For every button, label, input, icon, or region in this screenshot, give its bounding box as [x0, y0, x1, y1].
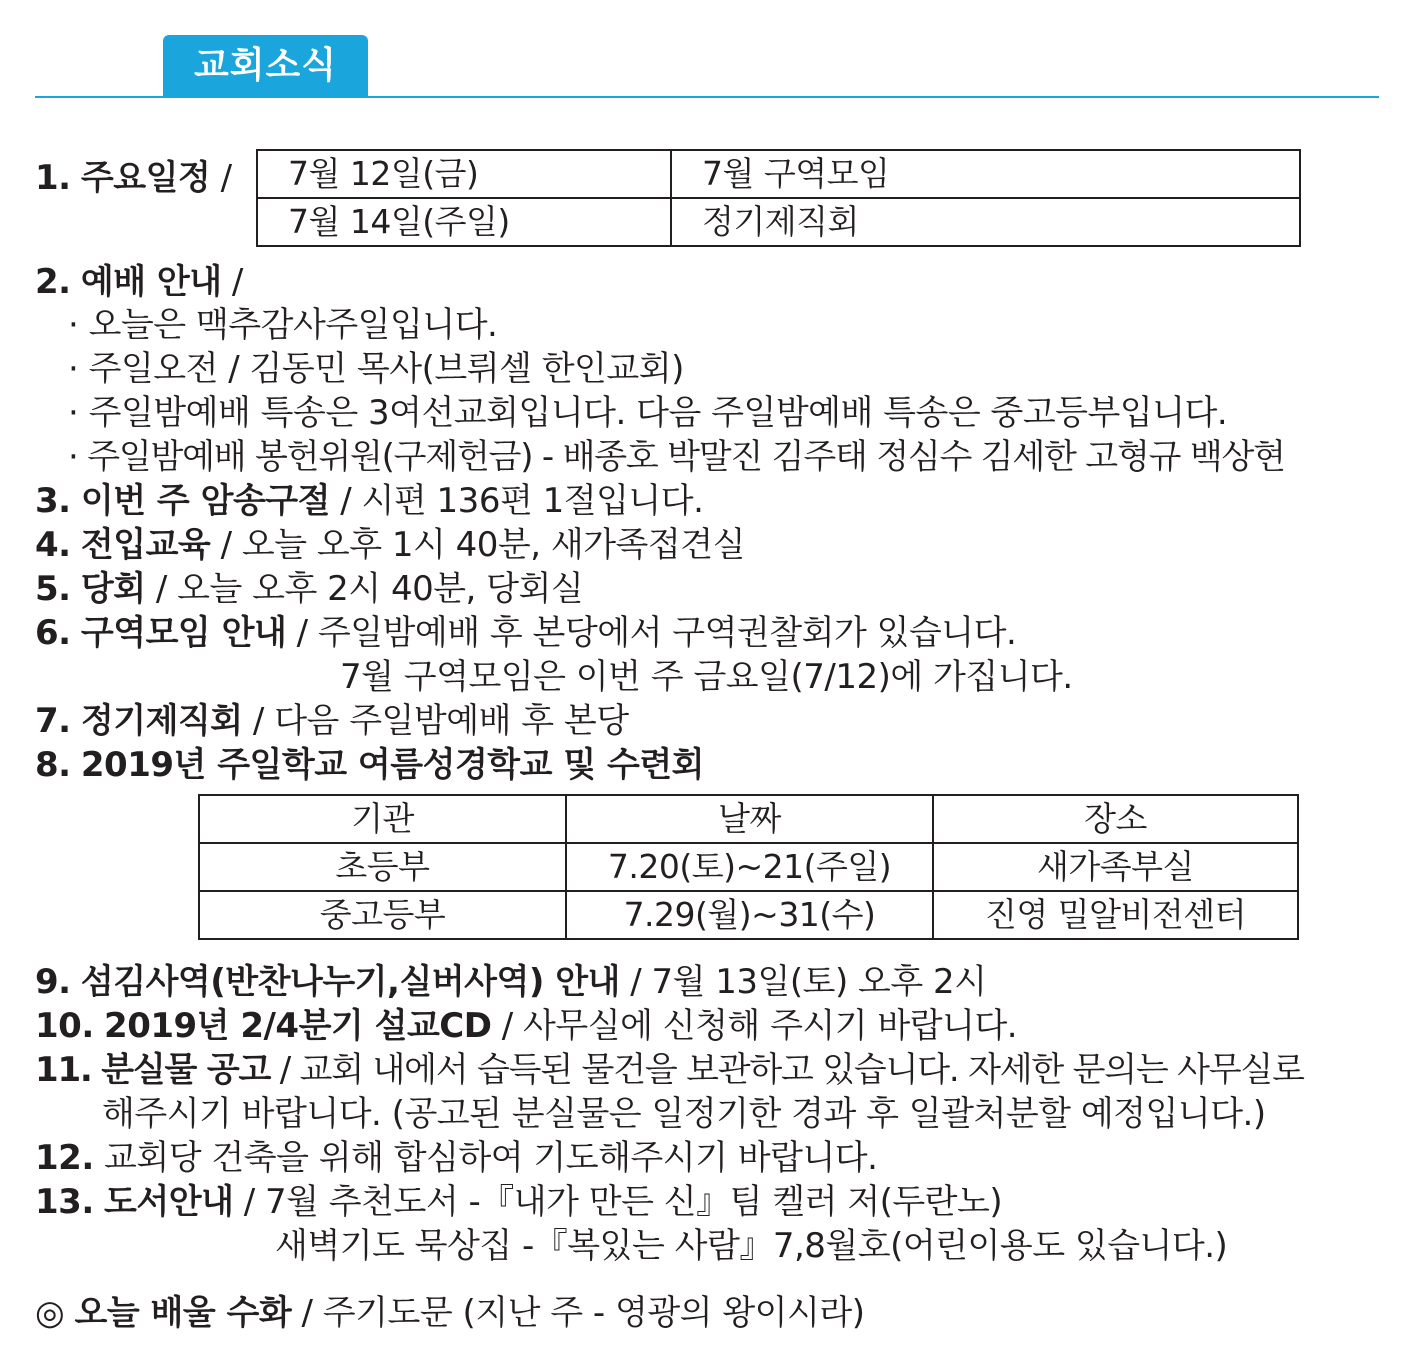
- item-13-continuation: 새벽기도 묵상집 -『복있는 사람』7,8월호(어린이용도 있습니다.): [275, 1226, 1228, 1266]
- sign-language-notice: [35, 1293, 864, 1333]
- item-title: 분실물 공고: [101, 1050, 271, 1090]
- item-text: / 시편 136편 1절입니다.: [329, 481, 704, 521]
- item-text: / 오늘 오후 2시 40분, 당회실: [145, 569, 584, 609]
- worship-bullet: · 오늘은 맥추감사주일입니다.: [68, 305, 498, 345]
- worship-bullet: · 주일밤예배 특송은 3여선교회입니다. 다음 주일밤예배 특송은 중고등부입니다.: [68, 393, 1228, 433]
- section-rule: [35, 96, 1379, 98]
- item-number: 12.: [35, 1138, 94, 1178]
- item-title: 이번 주 암송구절: [80, 481, 330, 521]
- item-9: [35, 962, 987, 1002]
- item-number: 13.: [35, 1182, 94, 1222]
- table-cell: 진영 밀알비전센터: [933, 891, 1298, 939]
- item-title: 도서안내: [104, 1182, 234, 1222]
- worship-bullet: · 주일오전 / 김동민 목사(브뤼셀 한인교회): [68, 349, 684, 389]
- item-1: [35, 158, 232, 198]
- table-cell: 새가족부실: [933, 843, 1298, 891]
- item-title: 구역모임 안내: [80, 613, 287, 653]
- table-row: [257, 198, 1300, 246]
- column-header: 장소: [933, 795, 1298, 843]
- table-row: [199, 891, 1298, 939]
- worship-bullet: · 주일밤예배 봉헌위원(구제헌금) - 배종호 박말진 김주태 정심수 김세한 고형규 백상현: [68, 437, 1285, 477]
- item-4: [35, 525, 745, 565]
- item-separator: /: [210, 158, 232, 198]
- item-number: 7.: [35, 701, 71, 741]
- item-text: 교회당 건축을 위해 합심하여 기도해주시기 바랍니다.: [104, 1138, 878, 1178]
- item-title: 정기제직회: [80, 701, 243, 741]
- item-6-continuation: 7월 구역모임은 이번 주 금요일(7/12)에 가집니다.: [340, 657, 1073, 697]
- table-cell: 7.20(토)~21(주일): [566, 843, 933, 891]
- item-number: 9.: [35, 962, 71, 1002]
- table-row: [199, 843, 1298, 891]
- item-title: 당회: [80, 569, 146, 609]
- item-title: 전입교육: [80, 525, 211, 565]
- item-12: [35, 1138, 877, 1178]
- table-cell: 초등부: [199, 843, 566, 891]
- item-5: [35, 569, 583, 609]
- vbs-table: [198, 794, 1299, 940]
- item-number: 10.: [35, 1006, 94, 1046]
- column-header: 날짜: [566, 795, 933, 843]
- column-header: 기관: [199, 795, 566, 843]
- item-11: [35, 1050, 1304, 1090]
- item-text: / 7월 추천도서 -『내가 만든 신』팀 켈러 저(두란노): [233, 1182, 1003, 1222]
- section-tab: 교회소식: [163, 35, 368, 97]
- item-title: 2019년 주일학교 여름성경학교 및 수련회: [80, 745, 705, 785]
- item-title: 예배 안내: [80, 262, 222, 302]
- item-text: / 주기도문 (지난 주 - 영광의 왕이시라): [291, 1293, 865, 1333]
- item-11-continuation: 해주시기 바랍니다. (공고된 분실물은 일정기한 경과 후 일괄처분할 예정입니다.): [102, 1094, 1266, 1134]
- schedule-event: 7월 구역모임: [671, 150, 1300, 198]
- bullseye-icon: ◎: [35, 1293, 65, 1333]
- item-text: / 사무실에 신청해 주시기 바랍니다.: [491, 1006, 1018, 1046]
- item-13: [35, 1182, 1002, 1222]
- item-text: / 주일밤예배 후 본당에서 구역권찰회가 있습니다.: [286, 613, 1017, 653]
- table-header-row: [199, 795, 1298, 843]
- item-number: 3.: [35, 481, 71, 521]
- item-number: 2.: [35, 262, 71, 302]
- item-7: [35, 701, 629, 741]
- item-number: 1.: [35, 158, 71, 198]
- item-3: [35, 481, 703, 521]
- item-10: [35, 1006, 1017, 1046]
- item-number: 11.: [35, 1050, 92, 1090]
- item-title: 주요일정: [80, 158, 211, 198]
- schedule-event: 정기제직회: [671, 198, 1300, 246]
- item-text: / 7월 13일(토) 오후 2시: [619, 962, 987, 1002]
- item-2: [35, 262, 243, 302]
- item-number: 6.: [35, 613, 71, 653]
- item-separator: /: [221, 262, 243, 302]
- item-text: / 교회 내에서 습득된 물건을 보관하고 있습니다. 자세한 문의는 사무실로: [270, 1050, 1304, 1090]
- table-row: [257, 150, 1300, 198]
- schedule-table: [256, 149, 1301, 247]
- table-cell: 중고등부: [199, 891, 566, 939]
- item-title: 2019년 2/4분기 설교CD: [104, 1006, 492, 1046]
- item-text: / 오늘 오후 1시 40분, 새가족접견실: [210, 525, 745, 565]
- item-title: 오늘 배울 수화: [74, 1293, 292, 1333]
- item-title: 섬김사역(반찬나누기,실버사역) 안내: [80, 962, 620, 1002]
- item-text: / 다음 주일밤예배 후 본당: [242, 701, 629, 741]
- item-number: 4.: [35, 525, 71, 565]
- schedule-date: 7월 14일(주일): [257, 198, 671, 246]
- item-8: [35, 745, 704, 785]
- item-number: 5.: [35, 569, 71, 609]
- item-6: [35, 613, 1016, 653]
- table-cell: 7.29(월)~31(수): [566, 891, 933, 939]
- schedule-date: 7월 12일(금): [257, 150, 671, 198]
- item-number: 8.: [35, 745, 71, 785]
